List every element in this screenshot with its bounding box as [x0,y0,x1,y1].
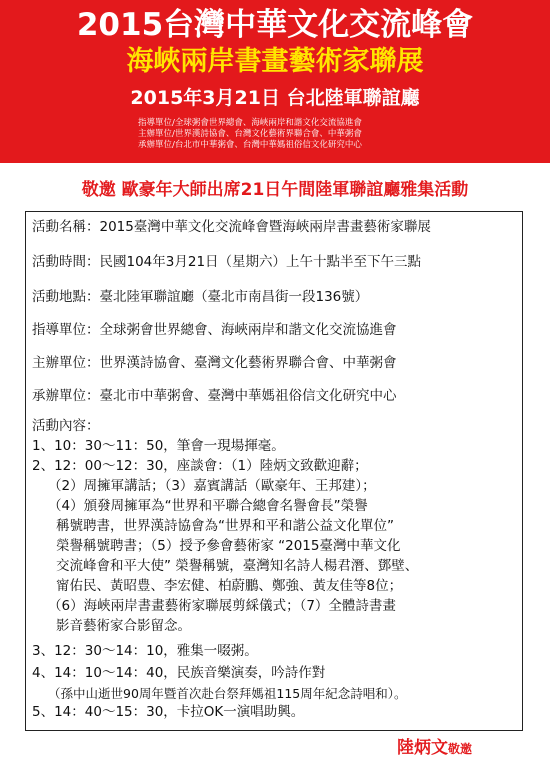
content-item: 1、10：30～11：50，筆會一現場揮毫。 [32,438,285,454]
content-item: 榮譽稱號聘書；（5）授予參會藝術家 “2015臺灣中華文化 [56,538,401,554]
detail-organizer: 承辦單位：臺北市中華粥會、臺灣中華媽祖俗信文化研究中心 [32,388,397,404]
content-item: 影音藝術家合影留念。 [56,618,191,634]
header-banner [0,0,550,163]
organizer-line-organizer: 承辦單位/台北市中華粥會、台灣中華媽祖俗信文化研究中心 [138,140,362,150]
content-item: 4、14：10～14：40，民族音樂演奏，吟詩作對 [32,665,326,681]
detail-place: 活動地點：臺北陸軍聯誼廳（臺北市南昌街一段136號） [32,289,369,305]
signature-suffix: 敬邀 [448,742,473,756]
signature-name: 陸炳文 [397,738,448,758]
content-item: （2）周擁軍講話；（3）嘉賓講話（歐豪年、王邦建）； [48,478,376,494]
content-item: （4）頒發周擁軍為“世界和平聯合總會名譽會長”榮譽 [48,498,368,514]
content-item: 交流峰會和平大使” 榮譽稱號，臺灣知名詩人楊君潛、鄧壁、 [56,558,419,574]
detail-host: 主辦單位：世界漢詩協會、臺灣文化藝術界聯合會、中華粥會 [32,355,397,371]
content-item: （孫中山逝世90周年暨首次赴台祭拜媽祖115周年紀念詩唱和）。 [48,686,407,701]
event-date-place: 2015年3月21日 台北陸軍聯誼廳 [130,87,420,109]
content-item: 2、12：00～12：30，座談會：（1）陸炳文致歡迎辭； [32,458,368,474]
content-item: 稱號聘書，世界漢詩協會為“世界和平和諧公益文化單位” [56,518,394,534]
detail-name: 活動名稱：2015臺灣中華文化交流峰會暨海峽兩岸書畫藝術家聯展 [32,219,431,235]
detail-content-label: 活動內容： [32,418,100,434]
organizer-line-host: 主辦單位/世界漢詩協會、台灣文化藝術界聯合會、中華粥會 [138,129,362,139]
event-title: 2015台灣中華文化交流峰會 [76,7,474,43]
organizer-line-guide: 指導單位/全球粥會世界總會、海峽兩岸和諧文化交流協進會 [138,118,362,128]
content-item: 5、14：40～15：30，卡拉OK一演唱助興。 [32,704,305,720]
signature [397,737,472,760]
content-item: 甯佑民、黃昭豊、李宏健、柏蔚鵬、鄭強、黃友佳等8位； [56,578,403,594]
content-item: （6）海峽兩岸書畫藝術家聯展剪綵儀式；（7）全體詩書畫 [48,598,396,614]
event-subtitle: 海峽兩岸書畫藝術家聯展 [126,46,424,77]
content-item: 3、12：30～14：10，雅集一啜粥。 [32,643,258,659]
invitation-heading: 敬邀 歐豪年大師出席21日午間陸軍聯誼廳雅集活動 [81,180,469,200]
detail-guide: 指導單位：全球粥會世界總會、海峽兩岸和諧文化交流協進會 [32,322,397,338]
detail-time: 活動時間：民國104年3月21日（星期六）上午十點半至下午三點 [32,254,422,270]
